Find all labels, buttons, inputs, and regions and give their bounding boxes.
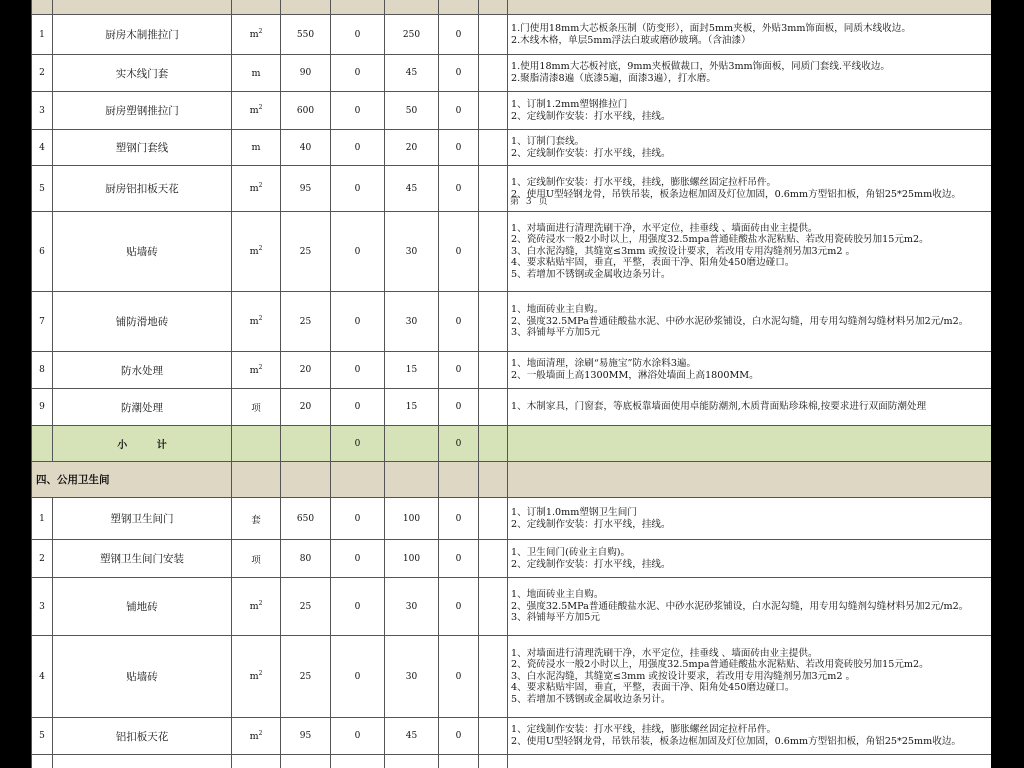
blank-cell <box>53 755 232 768</box>
description-line: 1、订制门套线。 <box>511 135 585 147</box>
description-line: 2、瓷砖浸水一般2小时以上，用强度32.5mpa普通硅酸盐水泥粘贴、若改用瓷砖胶另加15元m2。 <box>511 234 929 246</box>
material-unit-price: 40 <box>281 130 331 166</box>
item-unit <box>232 578 281 636</box>
material-unit-price: 25 <box>281 212 331 292</box>
item-number: 3 <box>32 92 53 130</box>
description-line: 3、斜铺每平方加5元 <box>511 327 600 339</box>
description-line: 1.使用18mm大芯板衬底，9mm夹板做裁口，外贴3mm饰面板，同质门套线.平线收边。 <box>511 61 891 73</box>
blank-cell <box>479 352 508 389</box>
description-line: 1、定线制作安装：打水平线，挂线，膨胀螺丝固定拉杆吊件。 <box>511 176 777 188</box>
item-description <box>508 636 992 718</box>
blank-cell <box>508 462 992 498</box>
item-name: 实木线门套 <box>53 55 232 92</box>
subtotal-row <box>32 426 992 462</box>
material-unit-price: 95 <box>281 166 331 212</box>
description-line: 2.聚脂清漆8遍（底漆5遍，面漆3遍），打水磨。 <box>511 73 716 84</box>
table-row-partial <box>32 755 992 768</box>
subtotal-label: 小 计 <box>53 426 232 462</box>
blank-cell <box>479 15 508 55</box>
blank-cell <box>232 755 281 768</box>
item-description <box>508 498 992 540</box>
labor-unit-price: 50 <box>385 92 439 130</box>
description-line: 2、定线制作安装：打水平线，挂线。 <box>511 518 671 530</box>
unit-text: m <box>249 671 259 683</box>
blank-cell <box>232 426 281 462</box>
item-description <box>508 292 992 352</box>
unit-text: 项 <box>251 554 261 566</box>
unit-text: m <box>249 316 259 328</box>
unit-superscript: 2 <box>258 182 263 190</box>
labor-amount: 0 <box>439 212 479 292</box>
item-unit <box>232 212 281 292</box>
description-line: 2.木线木格，单层5mm浮法白玻或磨砂玻璃。（含油漆） <box>511 34 751 46</box>
table-row <box>32 578 992 636</box>
item-number: 1 <box>32 15 53 55</box>
item-name: 塑钢卫生间门 <box>53 498 232 540</box>
item-number: 1 <box>32 498 53 540</box>
labor-unit-price: 30 <box>385 212 439 292</box>
item-description <box>508 55 992 92</box>
quote-sheet <box>31 0 991 768</box>
material-unit-price: 550 <box>281 15 331 55</box>
description-line: 1、地面砖业主自购。 <box>511 589 604 601</box>
item-number: 8 <box>32 352 53 389</box>
description-line: 1、对墙面进行清理洗刷干净，水平定位，挂垂线 、墙面砖由业主提供。 <box>511 647 818 659</box>
item-number: 4 <box>32 130 53 166</box>
item-number: 2 <box>32 55 53 92</box>
blank-cell <box>32 755 53 768</box>
blank-cell <box>479 462 508 498</box>
labor-amount: 0 <box>439 292 479 352</box>
blank-cell <box>479 292 508 352</box>
item-number: 5 <box>32 166 53 212</box>
item-unit <box>232 166 281 212</box>
material-unit-price: 25 <box>281 578 331 636</box>
labor-amount: 0 <box>439 55 479 92</box>
blank-cell <box>281 426 331 462</box>
item-description <box>508 15 992 55</box>
table-row <box>32 636 992 718</box>
item-unit <box>232 352 281 389</box>
table-row <box>32 15 992 55</box>
blank-cell <box>385 755 439 768</box>
blank-cell <box>479 540 508 578</box>
blank-cell <box>479 166 508 212</box>
description-line: 3、白水泥沟缝，其缝宽≤3mm 或按设计要求，若改用专用沟缝剂另加3元m2 。 <box>511 245 856 257</box>
blank-cell <box>385 426 439 462</box>
labor-amount: 0 <box>439 540 479 578</box>
labor-amount: 0 <box>439 578 479 636</box>
description-line: 2、强度32.5MPa普通硅酸盐水泥、中砂水泥砂浆铺设，白水泥勾缝，用专用勾缝剂勾缝材料另加2元/m2。 <box>511 600 969 612</box>
blank-cell <box>479 212 508 292</box>
unit-superscript: 2 <box>258 315 263 323</box>
item-description <box>508 92 992 130</box>
description-line: 1、地面清理，涂刷“易施宝”防水涂料3遍。 <box>511 358 697 370</box>
unit-text: m <box>249 105 259 117</box>
unit-superscript: 2 <box>258 245 263 253</box>
table-row <box>32 540 992 578</box>
labor-amount: 0 <box>439 498 479 540</box>
item-description <box>508 540 992 578</box>
item-name: 塑钢门套线 <box>53 130 232 166</box>
unit-superscript: 2 <box>258 729 263 737</box>
description-line: 1、木制家具，门窗套，等底板靠墙面使用卓能防潮剂,木质背面贴珍珠棉,按要求进行双面防潮处理 <box>511 401 927 413</box>
table-row <box>32 389 992 426</box>
blank-cell <box>331 755 385 768</box>
item-unit <box>232 636 281 718</box>
blank-cell <box>479 426 508 462</box>
blank-cell <box>331 462 385 498</box>
material-amount: 0 <box>331 15 385 55</box>
description-line: 2、使用U型轻钢龙骨，吊铁吊装，板条边框加固及灯位加固，0.6mm方型铝扣板，角铝25*25mm收边。 <box>511 736 962 747</box>
labor-amount: 0 <box>439 92 479 130</box>
item-number: 9 <box>32 389 53 426</box>
item-number: 2 <box>32 540 53 578</box>
item-number: 7 <box>32 292 53 352</box>
description-line: 2、使用U型轻钢龙骨，吊铁吊装，板条边框加固及灯位加固，0.6mm方型铝扣板，角铝25*25mm收边。 <box>511 188 962 200</box>
table-row <box>32 92 992 130</box>
quote-table <box>31 0 991 768</box>
labor-amount: 0 <box>439 718 479 755</box>
item-name: 防水处理 <box>53 352 232 389</box>
section-title: 四、公用卫生间 <box>32 462 232 498</box>
material-unit-price: 20 <box>281 352 331 389</box>
blank-cell <box>439 462 479 498</box>
blank-cell <box>508 426 992 462</box>
labor-unit-price: 30 <box>385 292 439 352</box>
material-amount: 0 <box>331 55 385 92</box>
item-name: 厨房铝扣板天花 <box>53 166 232 212</box>
description-line: 4、要求粘贴牢固，垂直，平整，表面干净、阳角处450磨边碰口。 <box>511 257 795 269</box>
item-unit <box>232 292 281 352</box>
table-row <box>32 130 992 166</box>
labor-amount: 0 <box>439 636 479 718</box>
item-unit <box>232 130 281 166</box>
labor-unit-price: 20 <box>385 130 439 166</box>
unit-text: m <box>249 731 259 743</box>
unit-text: m <box>251 142 261 154</box>
description-line: 2、定线制作安装：打水平线，挂线。 <box>511 110 671 122</box>
material-unit-price: 90 <box>281 55 331 92</box>
unit-text: m <box>249 183 259 195</box>
description-line: 2、强度32.5MPa普通硅酸盐水泥、中砂水泥砂浆铺设，白水泥勾缝，用专用勾缝剂勾缝材料另加2元/m2。 <box>511 315 969 327</box>
unit-text: m <box>249 365 259 377</box>
item-number: 5 <box>32 718 53 755</box>
material-amount: 0 <box>331 130 385 166</box>
table-row <box>32 718 992 755</box>
item-name: 厨房塑钢推拉门 <box>53 92 232 130</box>
material-unit-price: 650 <box>281 498 331 540</box>
item-unit <box>232 389 281 426</box>
item-unit <box>232 718 281 755</box>
labor-amount: 0 <box>439 15 479 55</box>
page-number-mark: 第 3 页 <box>510 197 550 207</box>
blank-cell <box>479 498 508 540</box>
description-line: 5、若增加不锈钢或金属收边条另计。 <box>511 268 671 280</box>
material-amount: 0 <box>331 352 385 389</box>
description-line: 1、对墙面进行清理洗刷干净，水平定位，挂垂线 、墙面砖由业主提供。 <box>511 222 818 234</box>
item-description <box>508 166 992 212</box>
item-name: 厨房木制推拉门 <box>53 15 232 55</box>
material-amount: 0 <box>331 166 385 212</box>
material-unit-price: 95 <box>281 718 331 755</box>
blank-cell <box>281 462 331 498</box>
unit-text: 套 <box>251 514 261 526</box>
section-header-row <box>32 462 992 498</box>
item-description <box>508 212 992 292</box>
labor-amount: 0 <box>439 389 479 426</box>
material-amount: 0 <box>331 498 385 540</box>
item-name: 铺防滑地砖 <box>53 292 232 352</box>
material-amount: 0 <box>331 578 385 636</box>
item-name: 防潮处理 <box>53 389 232 426</box>
blank-cell <box>479 389 508 426</box>
description-line: 1、订制1.2mm塑钢推拉门 <box>511 98 628 110</box>
blank-cell <box>281 755 331 768</box>
blank-cell <box>479 92 508 130</box>
material-amount: 0 <box>331 540 385 578</box>
blank-cell <box>508 755 992 768</box>
description-line: 1、定线制作安装：打水平线，挂线，膨胀螺丝固定拉杆吊件。 <box>511 724 777 736</box>
labor-unit-price: 45 <box>385 718 439 755</box>
labor-unit-price: 45 <box>385 55 439 92</box>
material-unit-price: 20 <box>281 389 331 426</box>
description-line: 5、若增加不锈钢或金属收边条另计。 <box>511 693 671 705</box>
labor-unit-price: 100 <box>385 498 439 540</box>
unit-text: m <box>249 601 259 613</box>
description-line: 2、瓷砖浸水一般2小时以上，用强度32.5mpa普通硅酸盐水泥粘贴、若改用瓷砖胶另加15元m2。 <box>511 659 929 671</box>
blank-cell <box>479 130 508 166</box>
unit-superscript: 2 <box>258 670 263 678</box>
item-unit <box>232 540 281 578</box>
labor-unit-price: 100 <box>385 540 439 578</box>
material-unit-price: 25 <box>281 292 331 352</box>
unit-superscript: 2 <box>258 28 263 36</box>
description-line: 3、斜铺每平方加5元 <box>511 612 600 624</box>
item-description <box>508 389 992 426</box>
blank-cell <box>479 55 508 92</box>
unit-text: 项 <box>251 403 261 414</box>
item-name: 塑钢卫生间门安装 <box>53 540 232 578</box>
labor-unit-price: 30 <box>385 636 439 718</box>
unit-text: m <box>249 246 259 258</box>
item-description <box>508 352 992 389</box>
material-amount: 0 <box>331 292 385 352</box>
blank-cell <box>479 636 508 718</box>
material-amount: 0 <box>331 389 385 426</box>
table-row <box>32 212 992 292</box>
unit-superscript: 2 <box>258 104 263 112</box>
blank-cell <box>479 718 508 755</box>
unit-superscript: 2 <box>258 363 263 371</box>
item-name: 贴墙砖 <box>53 212 232 292</box>
labor-unit-price: 15 <box>385 352 439 389</box>
item-description <box>508 718 992 755</box>
table-row <box>32 352 992 389</box>
description-line: 2、定线制作安装：打水平线，挂线。 <box>511 558 671 570</box>
material-unit-price: 25 <box>281 636 331 718</box>
labor-amount: 0 <box>439 130 479 166</box>
labor-unit-price: 250 <box>385 15 439 55</box>
material-unit-price: 80 <box>281 540 331 578</box>
item-number: 3 <box>32 578 53 636</box>
item-number: 6 <box>32 212 53 292</box>
subtotal-material-amount: 0 <box>331 426 385 462</box>
blank-cell <box>232 462 281 498</box>
labor-amount: 0 <box>439 166 479 212</box>
material-amount: 0 <box>331 636 385 718</box>
item-name: 铝扣板天花 <box>53 718 232 755</box>
item-unit <box>232 55 281 92</box>
description-line: 4、要求粘贴牢固，垂直，平整，表面干净、阳角处450磨边碰口。 <box>511 682 795 694</box>
unit-text: m <box>249 29 259 41</box>
item-unit <box>232 92 281 130</box>
item-number: 4 <box>32 636 53 718</box>
description-line: 1、卫生间门(砖业主自购)。 <box>511 546 631 558</box>
table-header-row <box>32 0 992 15</box>
description-line: 1、订制1.0mm塑钢卫生间门 <box>511 506 637 518</box>
item-unit <box>232 15 281 55</box>
table-row <box>32 55 992 92</box>
blank-cell <box>479 755 508 768</box>
labor-amount: 0 <box>439 352 479 389</box>
description-line: 2、一般墙面上高1300MM，淋浴处墙面上高1800MM。 <box>511 370 759 381</box>
labor-unit-price: 45 <box>385 166 439 212</box>
item-description <box>508 578 992 636</box>
description-line: 1、地面砖业主自购。 <box>511 304 604 316</box>
description-line: 3、白水泥沟缝，其缝宽≤3mm 或按设计要求，若改用专用沟缝剂另加3元m2 。 <box>511 670 856 682</box>
material-unit-price: 600 <box>281 92 331 130</box>
item-description <box>508 130 992 166</box>
blank-cell <box>385 462 439 498</box>
table-row <box>32 292 992 352</box>
item-unit <box>232 498 281 540</box>
item-name: 贴墙砖 <box>53 636 232 718</box>
material-amount: 0 <box>331 92 385 130</box>
unit-superscript: 2 <box>258 600 263 608</box>
unit-text: m <box>251 68 261 80</box>
blank-cell <box>439 755 479 768</box>
description-line: 1.门使用18mm大芯板条压制（防变形），面封5mm夹板，外贴3mm饰面板，同质木线收边。 <box>511 22 911 34</box>
subtotal-labor-amount: 0 <box>439 426 479 462</box>
table-row <box>32 498 992 540</box>
material-amount: 0 <box>331 718 385 755</box>
item-name: 铺地砖 <box>53 578 232 636</box>
labor-unit-price: 15 <box>385 389 439 426</box>
labor-unit-price: 30 <box>385 578 439 636</box>
material-amount: 0 <box>331 212 385 292</box>
description-line: 2、定线制作安装：打水平线，挂线。 <box>511 147 671 159</box>
blank-cell <box>32 426 53 462</box>
blank-cell <box>479 578 508 636</box>
